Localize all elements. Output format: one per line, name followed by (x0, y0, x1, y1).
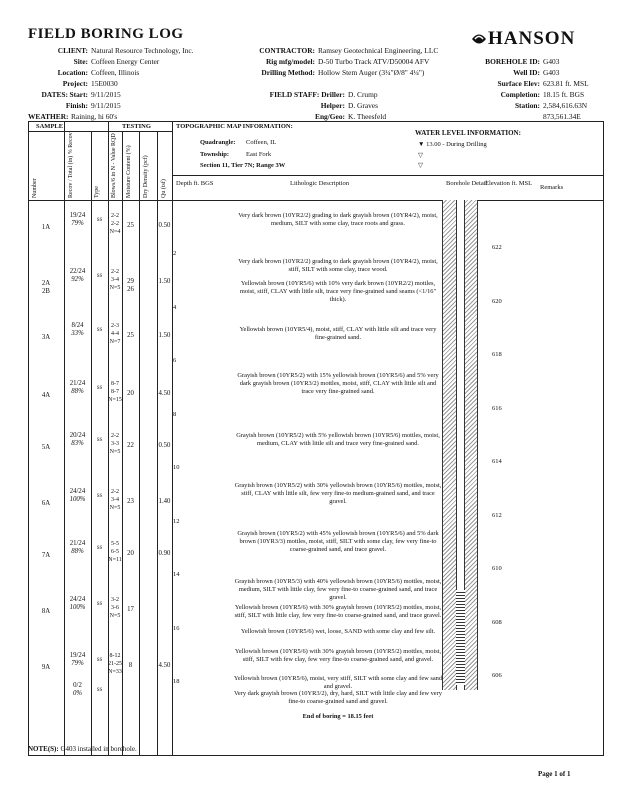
sample-type: SS (96, 218, 103, 223)
col-qu: Qu (tsf) (161, 179, 167, 198)
sample-recovery: 21/24 88% (69, 380, 86, 395)
page-number: Page 1 of 1 (538, 770, 571, 778)
elevation-tick-label: 616 (492, 404, 502, 412)
depth-tick-label: 14 (173, 571, 180, 578)
water-level-2: ▽ (418, 152, 423, 159)
page-title: FIELD BORING LOG (28, 26, 184, 42)
township-label: Township: (200, 151, 230, 158)
lithology-description: Grayish brown (10YR5/2) with 15% yellowish brown (10YR5/6) and 5% very dark grayish brown (10YR3/2) mottles, moist, stiff, CLAY with little silt and trace very fine-grained sand. (237, 372, 439, 395)
township-value: East Fork (246, 151, 272, 158)
sample-recovery: 0/2 0% (72, 682, 83, 697)
lithology-description: Yellowish brown (10YR5/6) wet, loose, SAND with some clay and few silt. (240, 628, 436, 635)
section-text: Section 11, Tier 7N; Range 3W (200, 162, 286, 169)
helper-row: Helper: D. Graves (320, 101, 378, 110)
elevation-tick-label: 620 (492, 297, 502, 305)
testing-header: TESTING (122, 123, 151, 130)
col-blows: Blows/6 in N - Value RQD (111, 133, 117, 198)
sample-type: SS (96, 546, 103, 551)
col-number: Number (32, 178, 38, 198)
col-type: Type (94, 186, 100, 198)
dates-row: DATES: Start: 9/11/2015 (41, 90, 121, 99)
sample-header: SAMPLE (36, 123, 64, 130)
sample-moisture: 25 (127, 222, 134, 229)
elevation-tick-label: 606 (492, 672, 502, 679)
completion-row: Completion: 18.15 ft. BGS (500, 90, 585, 99)
sample-recovery: 20/24 83% (69, 432, 86, 447)
elevation-tick-label: 612 (492, 511, 502, 519)
sample-number: 7A (41, 552, 51, 559)
sample-qu: 0.50 (158, 222, 171, 229)
lithology-description: Grayish brown (10YR5/2) with 30% yellowish brown (10YR5/6) mottles, moist, stiff, CLAY with little silt, few very fine-to medium-grained sand, and trace gravel. (234, 482, 442, 505)
lithology-description: Very dark grayish brown (10YR3/2), dry, hard, SILT with little clay and few very fine-to coarse-grained sand and gravel. (234, 690, 442, 705)
quad-label: Quadrangle: (200, 139, 236, 146)
sample-qu: 0.50 (158, 442, 171, 449)
sample-number: 3A (41, 334, 51, 341)
sample-blows: 8-7 8-7 N=15 (108, 381, 122, 403)
borehole-row: BOREHOLE ID: G403 (485, 57, 560, 66)
elevation-tick-label: 622 (492, 244, 502, 251)
depth-tick-label: 16 (173, 624, 180, 632)
col-elevation: Elevation ft. MSL (485, 180, 533, 187)
sample-recovery: 24/24 100% (69, 488, 86, 503)
depth-tick-label: 2 (173, 250, 177, 257)
col-depth: Depth ft. BGS (176, 180, 214, 187)
sample-number: 1A (41, 224, 51, 231)
field-staff-row: FIELD STAFF: Driller: D. Crump (269, 90, 378, 99)
lithology-description: Yellowish brown (10YR5/6) with 30% grayish brown (10YR5/2) mottles, moist, stiff, SILT with little clay, few very fine-to coarse-grained sand, and trace gravel. (234, 604, 442, 619)
sample-moisture: 20 (127, 390, 134, 397)
client-row: CLIENT: Natural Resource Technology, Inc. (57, 46, 194, 55)
sample-number: 6A (41, 500, 51, 507)
lithology-description: Yellowish brown (10YR5/6) with 30% grayish brown (10YR5/2) mottles, moist, stiff, SILT with few clay, few very fine-to coarse-grained sand, and gravel. (234, 648, 442, 663)
sample-blows: 2-2 3-4 N=5 (109, 489, 121, 511)
lithology-description: Yellowish brown (10YR5/6) with 10% very dark brown (10YR2/2) mottles, moist, stiff, CLAY with little silt, trace very fine-grained sand seams (<1/16" thick). (239, 280, 437, 303)
contractor-row: CONTRACTOR: Ramsey Geotechnical Engineering, LLC (259, 46, 439, 55)
elevation-tick-label: 610 (492, 565, 502, 572)
sample-qu: 4.50 (158, 662, 171, 669)
quad-value: Coffeen, IL (246, 139, 277, 146)
company-logo (470, 26, 616, 54)
sample-recovery: 22/24 92% (69, 268, 86, 283)
sample-number: 9A (41, 664, 51, 671)
rig-row: Rig mfg/model: D-50 Turbo Track ATV/D50004 AFV (265, 57, 430, 66)
sample-blows: 8-12 21-25 N=33 (108, 653, 122, 675)
sample-recovery: 21/24 88% (69, 540, 86, 555)
lithology-description: Yellowish brown (10YR5/4), moist, stiff, CLAY with little silt and trace very fine-grained sand. (239, 326, 437, 341)
col-borehole: Borehole Detail (446, 180, 488, 187)
sample-type: SS (96, 602, 103, 607)
weather-row: WEATHER: Raining, hi 60's (28, 112, 118, 121)
sample-blows: 2-3 4-4 N=7 (109, 323, 121, 345)
sample-recovery: 19/24 79% (69, 652, 86, 667)
col-density: Dry Density (pcf) (143, 155, 149, 198)
elevation-tick-label: 614 (492, 458, 502, 465)
water-header: WATER LEVEL INFORMATION: (415, 129, 521, 137)
sample-type: SS (96, 688, 103, 693)
elevation-tick-label: 608 (492, 618, 502, 626)
logo-mark-icon (470, 30, 488, 48)
sample-moisture: 29 26 (127, 278, 134, 293)
screen-section (456, 590, 465, 685)
sample-qu: 0.90 (158, 550, 171, 557)
topo-header: TOPOGRAPHIC MAP INFORMATION: (176, 123, 293, 130)
well-row: Well ID: G403 (513, 68, 560, 77)
depth-tick-label: 4 (173, 303, 177, 311)
sample-qu: 4.50 (158, 390, 171, 397)
station2-row: 873,561.34E (543, 112, 581, 121)
sample-moisture: 25 (127, 332, 134, 339)
lithology-description: Very dark brown (10YR2/2) grading to dark grayish brown (10YR4/2), moist, medium, SILT with some clay, trace roots and grass. (238, 212, 438, 227)
site-row: Site: Coffeen Energy Center (73, 57, 160, 66)
lithology-description: Grayish brown (10YR5/2) with 45% yellowish brown (10YR5/6) and 5% dark brown (10YR3/3) mottles, moist, stiff, SILT with some clay, few very fine-to coarse-grained sand, and trace gravel. (237, 530, 439, 553)
sample-moisture: 22 (127, 442, 134, 449)
eng-row: Eng/Geo: K. Theesfeld (315, 112, 387, 121)
drilling-row: Drilling Method: Hollow Stem Auger (3¼"Ø/8" 4¼") (261, 68, 425, 77)
sample-recovery: 24/24 100% (69, 596, 86, 611)
project-row: Project: 15E0030 (62, 79, 118, 88)
notes: NOTE(S): G403 installed in borehole. (28, 745, 137, 753)
water-level-1: ▼ 13.00 - During Drilling (418, 141, 487, 148)
sample-recovery: 19/24 79% (69, 212, 86, 227)
lithology-description: Yellowish brown (10YR5/6), moist, very stiff, SILT with some clay and few sand and gravel. (233, 675, 443, 690)
depth-tick-label: 6 (173, 357, 177, 364)
sample-type: SS (96, 328, 103, 333)
sample-qu: 1.40 (158, 498, 171, 505)
sample-moisture: 8 (128, 662, 133, 669)
sample-blows: 2-2 3-4 N=5 (109, 269, 121, 291)
sample-type: SS (96, 438, 103, 443)
station-row: Station: 2,584,616.63N (514, 101, 588, 110)
location-row: Location: Coffeen, Illinois (57, 68, 140, 77)
col-moisture: Moisture Content (%) (126, 145, 132, 198)
sample-blows: 3-2 3-6 N=5 (109, 597, 121, 619)
finish-row: Finish: 9/11/2015 (65, 101, 121, 110)
col-recov: Recov / Total (in) % Recov (68, 132, 74, 198)
depth-tick-label: 8 (173, 410, 177, 418)
sample-blows: 5-5 6-5 N=11 (108, 541, 122, 563)
col-remarks: Remarks (540, 184, 564, 191)
depth-tick-label: 12 (173, 517, 180, 525)
lithology-description: End of boring = 18.15 feet (302, 713, 374, 720)
logo-text: HANSON (488, 28, 576, 49)
lithology-description: Grayish brown (10YR5/2) with 5% yellowish brown (10YR5/6) mottles, moist, medium, CLAY with little silt and trace very fine-grained sand. (236, 432, 440, 447)
lithology-description: Grayish brown (10YR5/3) with 40% yellowish brown (10YR5/6) mottles, moist, medium, SILT with little clay, few very fine-to coarse-grained sand, and trace gravel. (234, 578, 442, 601)
elevation-tick-label: 618 (492, 351, 502, 358)
depth-tick-label: 10 (173, 464, 180, 471)
sample-recovery: 8/24 33% (71, 322, 84, 337)
water-level-3: ▽ (418, 162, 423, 169)
sample-moisture: 23 (127, 498, 134, 505)
sample-moisture: 20 (127, 550, 134, 557)
col-lith: Lithologic Description (290, 180, 350, 187)
sample-qu: 1.50 (158, 332, 171, 339)
sample-qu: 1.50 (158, 278, 171, 285)
surface-row: Surface Elev: 623.81 ft. MSL (497, 79, 589, 88)
sample-type: SS (96, 274, 103, 279)
sample-number: 4A (41, 392, 51, 399)
sample-blows: 2-2 3-3 N=5 (109, 433, 121, 455)
lithology-description: Very dark brown (10YR2/2) grading to dark grayish brown (10YR4/2), moist, stiff, SILT with some clay, trace wood. (238, 258, 438, 273)
sample-moisture: 17 (127, 606, 134, 613)
sample-number: 2A 2B (41, 280, 51, 295)
sample-blows: 2-2 2-2 N=4 (109, 213, 121, 235)
sample-type: SS (96, 494, 103, 499)
sample-number: 5A (41, 444, 51, 451)
sample-number: 8A (41, 608, 51, 615)
sample-type: SS (96, 658, 103, 663)
sample-type: SS (96, 386, 103, 391)
depth-tick-label: 18 (173, 678, 180, 685)
